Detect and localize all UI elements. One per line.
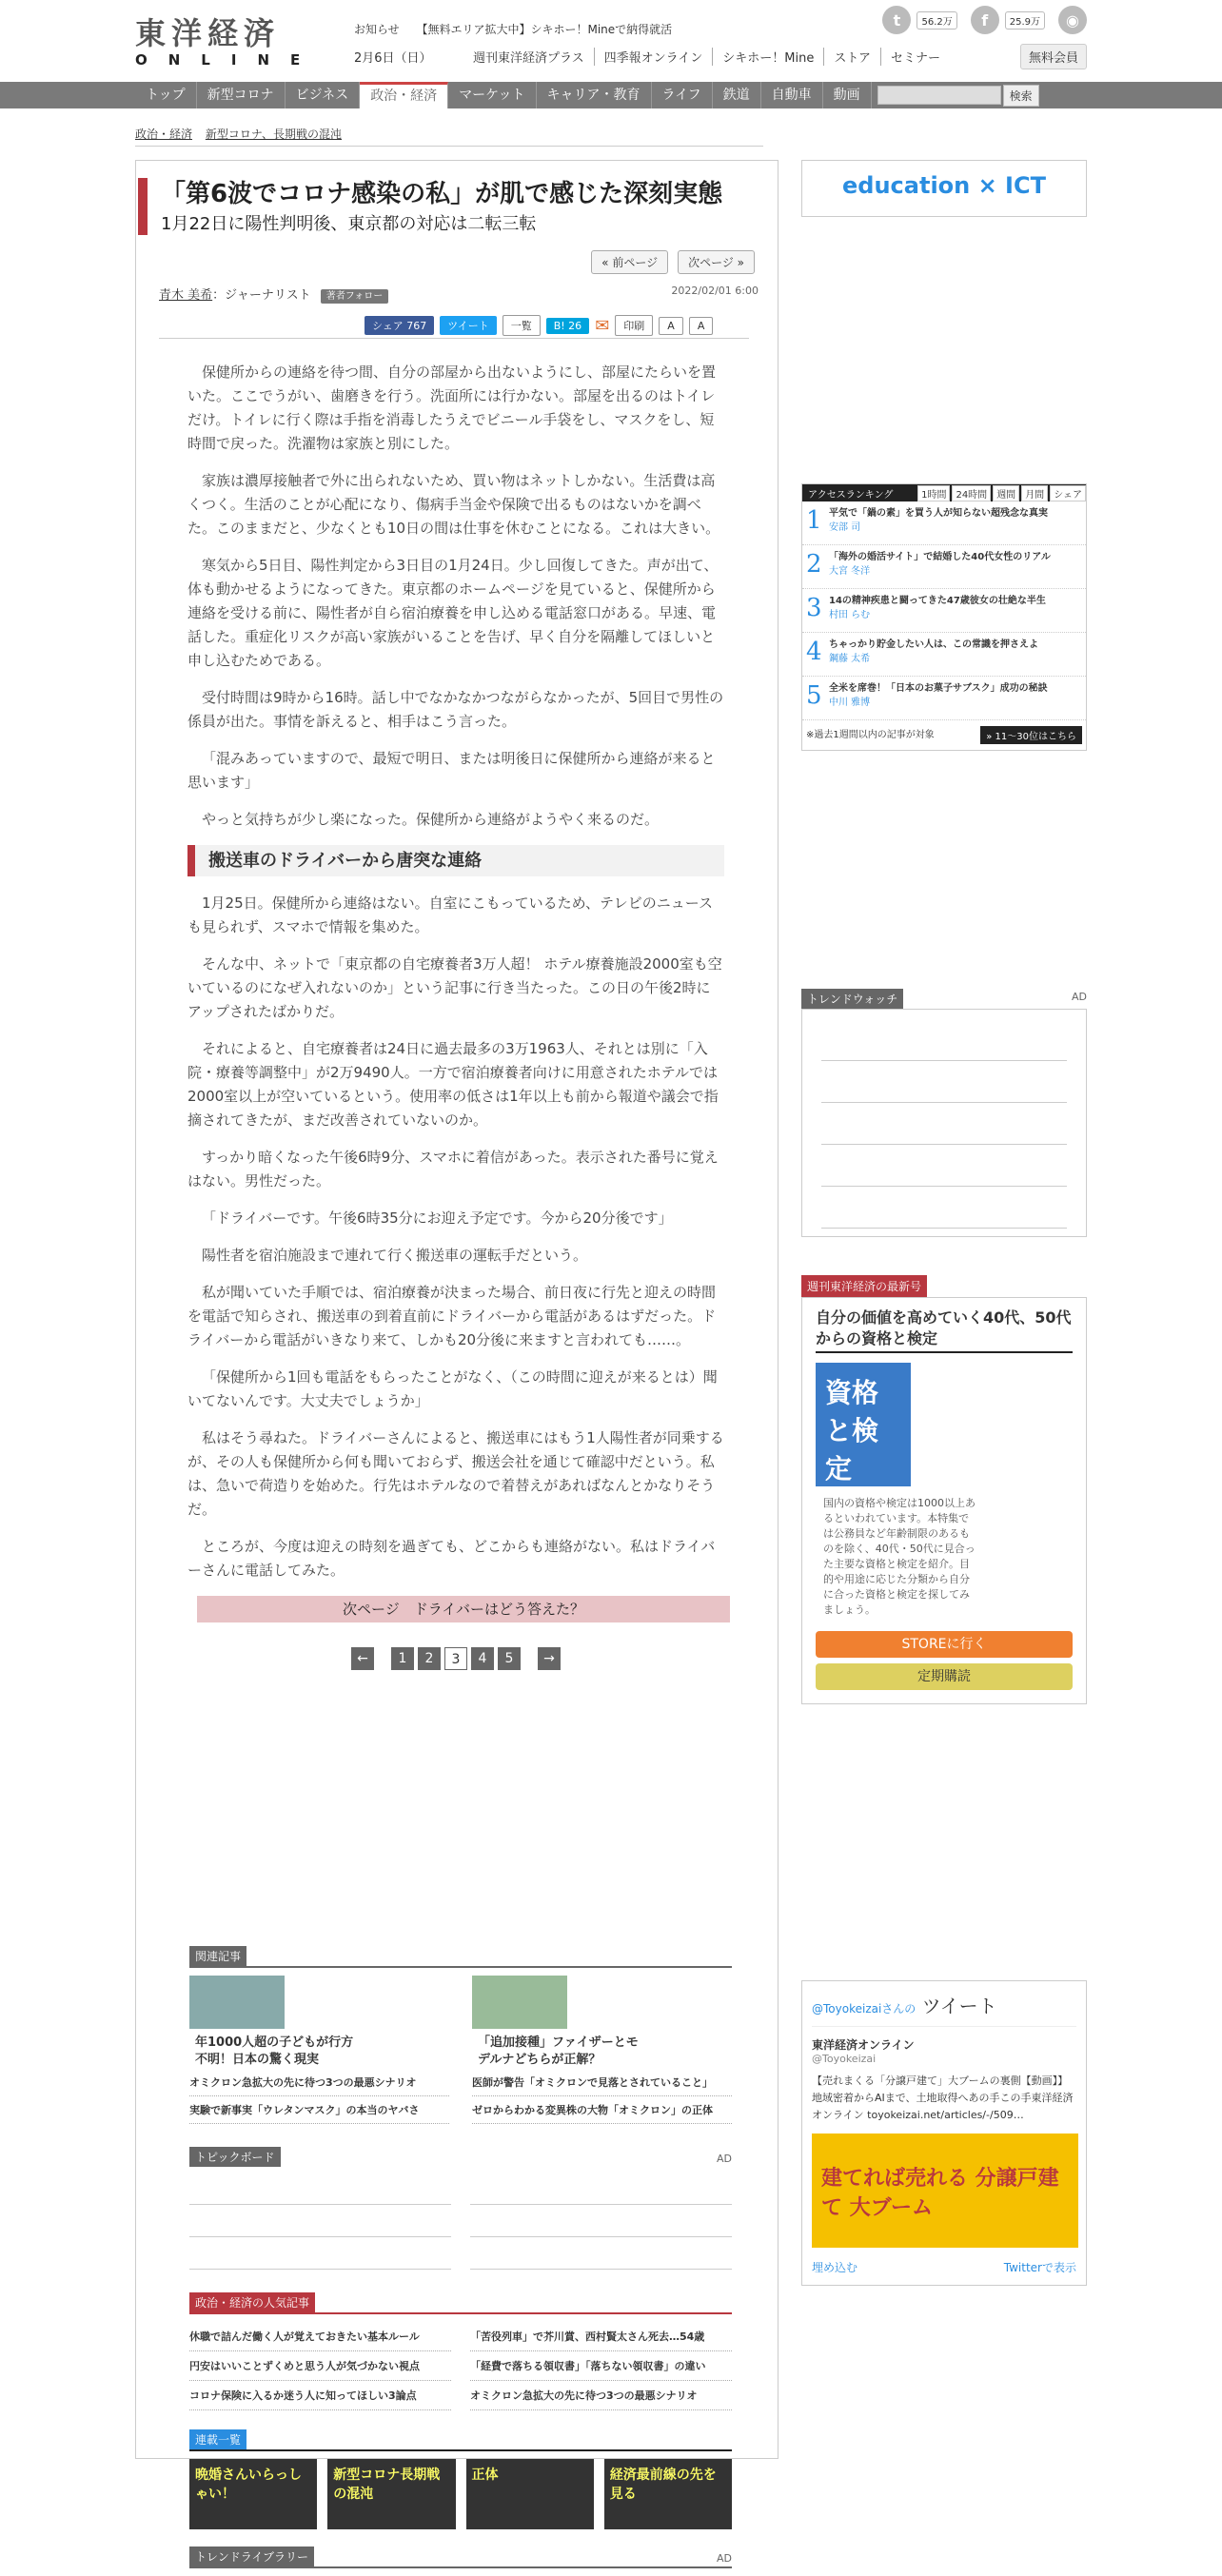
serial-item[interactable]: 経済最前線の先を見る	[604, 2459, 732, 2529]
paragraph: 「保健所から1回も電話をもらったことがなく、（この時間に迎えが来るとは）聞いてないんです。大丈夫でしょうか」	[187, 1368, 718, 1409]
ranking-item[interactable]	[802, 589, 1086, 633]
paragraph: すっかり暗くなった午後6時9分、スマホに着信があった。表示された番号に覚えはない。男性だった。	[187, 1149, 719, 1190]
nav-item[interactable]: マーケット	[448, 82, 536, 108]
author-name[interactable]: 青木 美希	[159, 288, 213, 303]
trendlib-tag: トレンドライブラリー	[189, 2547, 314, 2566]
ranking-footer	[802, 720, 1086, 750]
nav-item[interactable]: ビジネス	[286, 82, 361, 108]
global-nav	[0, 82, 1222, 108]
latest-issue	[801, 1275, 1087, 1704]
tweet-footer	[812, 2259, 1076, 2275]
nav-item[interactable]: 鉄道	[713, 82, 761, 108]
store-button[interactable]: STOREに行く	[816, 1631, 1073, 1658]
serial-item[interactable]: 新型コロナ長期戦の混沌	[327, 2459, 455, 2529]
rank-title[interactable]: 14の精神疾患と闘ってきた47歳彼女の壮絶な半生	[829, 596, 1046, 606]
related-link[interactable]: ゼロからわかる変異株の大物「オミクロン」の正体	[472, 2096, 732, 2124]
divider	[189, 2312, 732, 2314]
sublink[interactable]: 四季報オンライン	[594, 48, 713, 66]
prev-page-button[interactable]: « 前ページ	[591, 250, 668, 274]
facebook-share-button[interactable]: シェア 767	[365, 316, 434, 335]
popular-tag: 政治・経済の人気記事	[189, 2292, 315, 2312]
ranking-tab[interactable]: 1時間	[917, 485, 950, 501]
tweet-account[interactable]: 東洋経済オンライン	[812, 2038, 915, 2052]
page-link[interactable]: 4	[471, 1647, 494, 1670]
paragraph: 保健所からの連絡を待つ間、自分の部屋から出ないようにし、部屋にたらいを置いた。ここでうがい、歯磨きを行う。洗面所には行かない。部屋を出るのはトイレだけ。トイレに行く際は手指を消毒したうえでビニール手袋をし、マスクをし、短時間で戻った。洗濯物は家族と別にした。	[187, 364, 717, 452]
tweet-text[interactable]: 【売れまくる「分譲戸建て」大ブームの裏側【動画】】 地域密着からAIまで、土地取得へあの手この手東洋経済オンライン toyokeizai.net/articles/-/509…	[812, 2075, 1074, 2121]
ranking-tab[interactable]: 月間	[1021, 485, 1048, 501]
search-input[interactable]	[877, 86, 1001, 105]
next-page-button[interactable]: 次ページ »	[678, 250, 755, 274]
header	[0, 0, 1222, 82]
article-pager	[591, 250, 755, 274]
next-page-link[interactable]: 次ページ ドライバーはどう答えた？	[197, 1596, 730, 1622]
subscription-button[interactable]: 定期購読	[816, 1663, 1073, 1690]
facebook-icon[interactable]: f	[971, 6, 999, 34]
article-body	[187, 361, 724, 1670]
ranking-note: ※過去1週間以内の記事が対象	[806, 730, 935, 740]
magazine-cover[interactable]: 資格と検定	[816, 1363, 911, 1486]
ranking-header	[802, 484, 1086, 501]
author-role: ：ジャーナリスト	[212, 288, 311, 303]
article-title: 「第6波でコロナ感染の私」が肌で感じた深刻実態	[161, 180, 723, 208]
rank-author[interactable]: 村田 らむ	[829, 610, 871, 620]
twitter-count: 56.2万	[916, 11, 956, 29]
font-size-button[interactable]: A	[659, 317, 683, 335]
paragraph: 家族は濃厚接触者で外に出られないため、買い物はネットしかない。生活費は高くつく。生活のことが心配になり、傷病手当金や保険で出るものはないかを調べた。このままだと、少なくとも10日の間は仕事を休むことになる。これは大きい。	[187, 472, 720, 537]
rss-icon[interactable]: ◉	[1058, 6, 1087, 34]
tweet-image[interactable]: 建てれば売れる 分譲戸建て 大ブーム	[812, 2134, 1078, 2248]
pagination	[187, 1647, 724, 1670]
tweet-handle[interactable]: @Toyokeizai	[812, 2053, 877, 2065]
article-subtitle: 1月22日に陽性判明後、東京都の対応は二転三転	[161, 214, 537, 234]
related-title[interactable]: 年1000人超の子どもが行方不明！日本の驚く現実	[195, 2035, 354, 2067]
topicboard	[189, 2173, 732, 2270]
related-card[interactable]	[189, 1976, 449, 2124]
education-ict-banner[interactable]: education × ICT	[801, 160, 1087, 217]
rank-title[interactable]: 「海外の婚活サイト」で結婚した40代女性のリアル	[829, 552, 1051, 562]
breadcrumb	[135, 126, 763, 147]
ad-label: AD	[1072, 991, 1087, 1003]
nav-item[interactable]: ライフ	[652, 82, 713, 108]
popular-link[interactable]: コロナ保険に入るか迷う人に知ってほしい3論点	[189, 2381, 451, 2410]
related-articles	[189, 1976, 732, 2124]
rank-title[interactable]: ちゃっかり貯金したい人は、この常識を押さえよ	[829, 639, 1038, 650]
paragraph: 「混みあっていますので、最短で明日、または明後日に保健所から連絡が来ると思います」	[187, 750, 716, 791]
ranking-item[interactable]	[802, 501, 1086, 545]
search-button[interactable]: 検索	[1003, 85, 1039, 107]
page-link[interactable]: 1	[391, 1647, 414, 1670]
share-bar	[365, 315, 713, 336]
nav-item[interactable]: キャリア・教育	[537, 82, 652, 108]
sublink[interactable]: ストア	[823, 48, 880, 66]
rank-number: 2	[806, 550, 822, 579]
related-link[interactable]: オミクロン急拡大の先に待つ3つの最悪シナリオ	[189, 2069, 449, 2096]
ranking-tab[interactable]: 週間	[993, 485, 1019, 501]
ranking-tab[interactable]: 24時間	[952, 485, 991, 501]
paragraph: 受付時間は9時から16時。話し中でなかなかつながらなかったが、5回目で男性の係員が出た。事情を訴えると、相手はこう言った。	[187, 689, 724, 730]
ranking-item[interactable]	[802, 545, 1086, 589]
nav-item-active[interactable]: 政治・経済	[360, 82, 448, 108]
rank-title[interactable]: 平気で「鍋の素」を買う人が知らない超残念な真実	[829, 508, 1048, 519]
ranking-item[interactable]	[802, 633, 1086, 677]
nav-item[interactable]: 新型コロナ	[197, 82, 286, 108]
divider	[189, 2566, 732, 2568]
author-line	[159, 285, 759, 303]
embed-link[interactable]: 埋め込む	[812, 2261, 858, 2274]
ranking-title: アクセスランキング	[808, 489, 894, 501]
popular-link[interactable]: 「経費で落ちる領収書」「落ちない領収書」の違い	[470, 2351, 732, 2381]
page-link[interactable]: 2	[418, 1647, 441, 1670]
sublink[interactable]: 週刊東洋経済プラス	[473, 51, 584, 66]
trend-watch	[801, 989, 1087, 1237]
rank-number: 1	[806, 506, 822, 535]
page-link[interactable]: 5	[498, 1647, 521, 1670]
access-ranking	[801, 483, 1087, 751]
article-main	[135, 160, 779, 2565]
ranking-tab[interactable]: シェア	[1050, 485, 1086, 501]
trend-box	[801, 1009, 1087, 1237]
popular-link[interactable]: 「苦役列車」で芥川賞、西村賢太さん死去…54歳	[470, 2322, 732, 2351]
rank-title[interactable]: 全米を席巻！「日本のお菓子サブスク」成功の秘訣	[829, 683, 1048, 694]
related-thumbnail[interactable]	[189, 1976, 285, 2029]
serial-item[interactable]: 晩婚さんいらっしゃい！	[189, 2459, 317, 2529]
paragraph: やっと気持ちが少し楽になった。保健所から連絡がようやく来るのだ。	[202, 811, 660, 828]
site-logo[interactable]: 東洋経済 ONLINE	[135, 15, 322, 69]
sublink[interactable]: シキホー！Mine	[712, 48, 823, 66]
serial-list	[189, 2459, 732, 2529]
ranking-item[interactable]	[802, 677, 1086, 720]
print-button[interactable]: 印刷	[615, 315, 653, 336]
tweets-header	[812, 1991, 1076, 2027]
sub-links	[463, 48, 950, 66]
tweet-button[interactable]: ツイート	[440, 316, 496, 335]
mail-icon[interactable]: ✉	[595, 315, 610, 336]
section-heading: 搬送車のドライバーから唐突な連絡	[187, 845, 724, 876]
share-list-button[interactable]: 一覧	[503, 315, 541, 336]
article-title-block	[138, 178, 755, 235]
paragraph: 寒気から5日目、陽性判定から3日目の1月24日。少し回復してきた。声が出て、体も動かせるようになってきた。東京都のホームページを見ていると、保健所から連絡を受ける前に、陽性者が自ら宿泊療養を申し込める電話窓口がある。早速、電話した。重症化リスクが高い家族がいることを告げ、早く自分を隔離してほしいと申し込むためである。	[187, 557, 719, 669]
member-button[interactable]: 無料会員	[1020, 44, 1087, 69]
follow-author-button[interactable]: 著者フォロー	[321, 289, 389, 304]
paragraph: 私はそう尋ねた。ドライバーさんによると、搬送車にはもう1人陽性者が同乗するが、その人も保健所から何も聞いておらず、搬送会社を通じて確認中だという。私は、急いで荷造りを始めた。行先はホテルなので着替えがあればなんとかなりそうだ。	[187, 1429, 724, 1518]
next-arrow-icon[interactable]: →	[538, 1647, 561, 1670]
rank-number: 3	[806, 594, 822, 622]
related-tag: 関連記事	[189, 1946, 246, 1966]
ranking-more-link[interactable]: » 11～30位はこちら	[980, 726, 1082, 744]
paragraph: 私が聞いていた手順では、宿泊療養が決まった場合、前日夜に行先と迎えの時間を電話で知らされ、搬送車の到着直前にドライバーから電話があるはずだった。ドライバーから電話がいきなり来て、しかも20分後に来ますと言われても……。	[187, 1284, 717, 1348]
paragraph: そんな中、ネットで「東京都の自宅療養者3万人超！ ホテル療養施設2000室も空いているのになぜ入れないのか」という記事に行き当たった。この日の午後2時にアップされたばかりだ。	[187, 955, 722, 1020]
paragraph: それによると、自宅療養者は24日に過去最多の3万1963人、それとは別に「入院・療養等調整中」が2万9490人。一方で宿泊療養者向けに用意されたホテルでは2000室以上が空いているという。使用率の低さは1年以上も前から報道や議会で指摘されてきたが、まだ改善されていないのか。	[187, 1040, 719, 1129]
facebook-count: 25.9万	[1005, 11, 1045, 29]
paragraph: 1月25日。保健所から連絡はない。自室にこもっているため、テレビのニュースも見られず、スマホで情報を集めた。	[187, 895, 713, 935]
trend-tag: トレンドウォッチ	[801, 989, 903, 1009]
paragraph: ところが、今度は迎えの時刻を過ぎても、どこからも連絡がない。私はドライバーさんに電話してみた。	[187, 1538, 716, 1579]
serial-tag[interactable]: 連載一覧	[189, 2429, 246, 2449]
ad-label: AD	[717, 2552, 732, 2565]
divider	[189, 2449, 732, 2451]
popular-link[interactable]: 円安はいいことずくめと思う人が気づかない視点	[189, 2351, 451, 2381]
related-link[interactable]: 実験で新事実「ウレタンマスク」の本当のヤバさ	[189, 2096, 449, 2124]
related-thumbnail[interactable]	[472, 1976, 567, 2029]
related-title[interactable]: 「追加接種」ファイザーとモデルナどちらが正解？	[478, 2035, 639, 2067]
twitter-timeline	[801, 1980, 1087, 2286]
latest-tag: 週刊東洋経済の最新号	[801, 1275, 927, 1297]
rank-author[interactable]: 安部 司	[829, 522, 861, 533]
view-on-twitter-link[interactable]: Twitterで表示	[1003, 2261, 1076, 2274]
lower-section	[189, 1946, 732, 2576]
nav-item[interactable]: 動画	[823, 82, 872, 108]
serial-item[interactable]: 正体	[466, 2459, 594, 2529]
today-date: 2月6日（日）	[354, 51, 432, 66]
notice	[354, 21, 672, 37]
related-link[interactable]: 医師が警告「オミクロンで見落とされていること」	[472, 2069, 732, 2096]
notice-label[interactable]: お知らせ	[354, 23, 400, 36]
latest-box	[801, 1297, 1087, 1704]
topicboard-tag: トピックボード	[189, 2147, 281, 2167]
font-size-button[interactable]: A	[689, 317, 714, 335]
notice-link[interactable]: 【無料エリア拡大中】シキホー！Mineで納得就活	[416, 23, 673, 36]
publish-date: 2022/02/01 6:00	[671, 285, 759, 297]
sidebar	[801, 160, 1087, 2286]
popular-articles	[189, 2322, 732, 2410]
breadcrumb-item[interactable]: 政治・経済	[135, 128, 193, 141]
prev-arrow-icon[interactable]: ←	[351, 1647, 374, 1670]
paragraph: 「ドライバーです。午後6時35分にお迎え予定です。今から20分後です」	[202, 1209, 673, 1227]
rank-number: 5	[806, 681, 822, 710]
rank-number: 4	[806, 638, 822, 666]
nav-item[interactable]: トップ	[135, 82, 197, 108]
popular-link[interactable]: 休職で詰んだ働く人が覚えておきたい基本ルール	[189, 2322, 451, 2351]
breadcrumb-item[interactable]: 新型コロナ、長期戦の混沌	[205, 128, 343, 141]
related-card[interactable]	[472, 1976, 732, 2124]
tweets-by[interactable]: @Toyokeizaiさんの	[812, 2002, 916, 2016]
paragraph: 陽性者を宿泊施設まで連れて行く搬送車の運転手だという。	[202, 1247, 588, 1264]
hatena-bookmark-button[interactable]: B! 26	[546, 318, 589, 334]
sublink[interactable]: セミナー	[880, 48, 950, 66]
divider	[159, 338, 749, 339]
ad-label: AD	[717, 2153, 732, 2165]
nav-item[interactable]: 自動車	[761, 82, 823, 108]
rank-author[interactable]: 鋼藤 太希	[829, 654, 871, 664]
latest-description: 国内の資格や検定は1000以上あるといわれています。本特集では公務員など年齢制限のあるものを除く、40代・50代に見合った主要な資格と検定を紹介。目的や用途に応じた分類から自分に合った資格と検定を探してみましょう。	[823, 1497, 976, 1616]
rank-author[interactable]: 大宮 冬洋	[829, 566, 871, 577]
twitter-icon[interactable]: t	[882, 6, 911, 34]
popular-link[interactable]: オミクロン急拡大の先に待つ3つの最悪シナリオ	[470, 2381, 732, 2410]
page-current: 3	[444, 1647, 467, 1670]
latest-title[interactable]: 自分の価値を高めていく40代、50代からの資格と検定	[816, 1308, 1073, 1353]
tweets-title: ツイート	[921, 1995, 997, 2017]
social-counts	[882, 6, 1087, 34]
divider	[189, 1966, 732, 1968]
rank-author[interactable]: 中川 雅博	[829, 698, 871, 708]
